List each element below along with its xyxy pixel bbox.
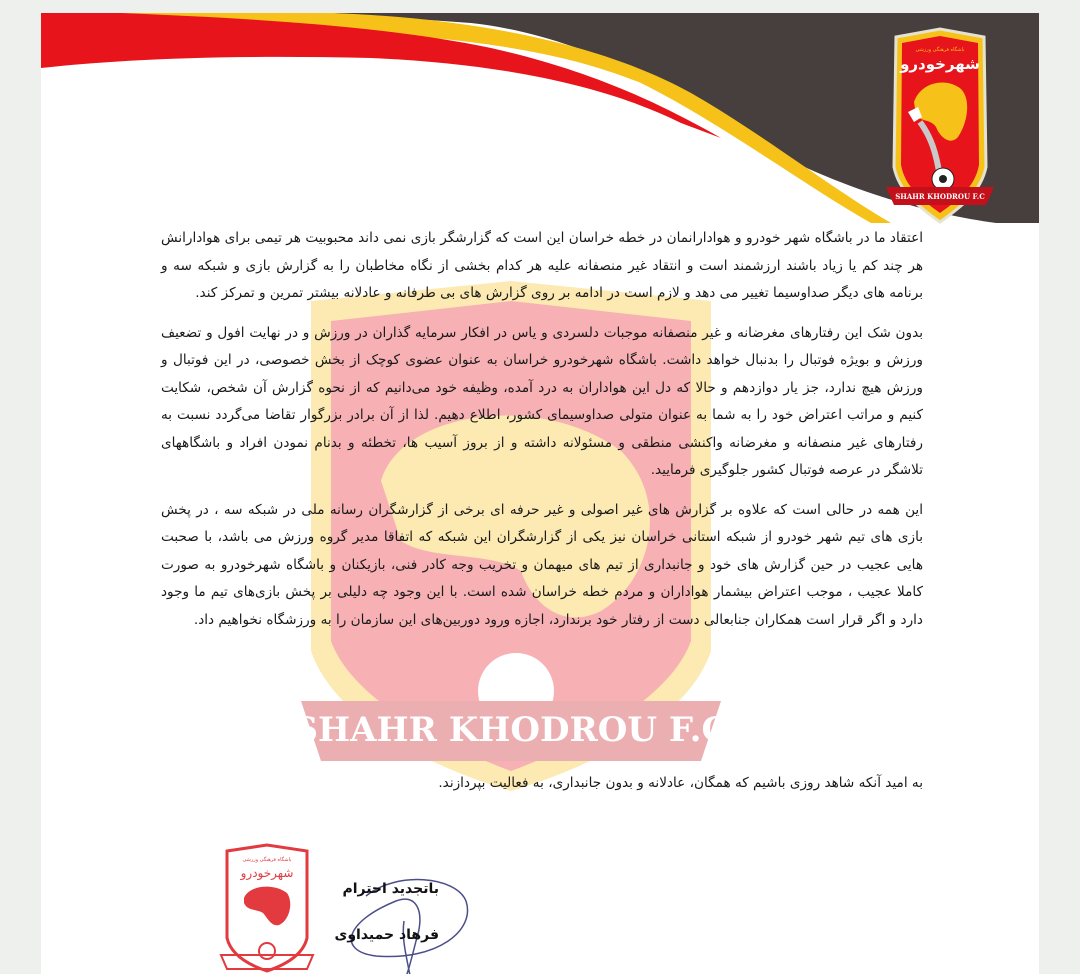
salutation: باتجدید احترام	[342, 881, 439, 897]
svg-text:شهرخودرو: شهرخودرو	[240, 866, 294, 880]
signatory-name: فرهاد حمیداوی	[334, 927, 439, 943]
paragraph-2: بدون شک این رفتارهای مغرضانه و غیر منصفانه موجبات دلسردی و یاس در افکار سرمایه گذاران در ورزش و در نهایت افول و تضعیف ورزش و بویژه فوتبال را بدنبال خواهد داشت. باشگاه شهرخودرو خراسان به عنوان عضوی کوچک از بخش خصوصی، در این فوتبال و ورزش هیچ ندارد، جز یار دوازدهم و حالا که دل این هواداران به درد آمده، وظیفه خود می‌دانیم که از نحوه گزارش آن شخص، شکایت کنیم و مراتب اعتراض خود را به شما به عنوان متولی صداوسیمای کشور، اطلاع دهیم. لذا از آن برادر بزرگوار تقاضا می‌گردد نسبت به رفتارهای غیر منصفانه و مغرضانه واکنشی منطقی و مسئولانه داشته و از بروز آسیب ها، تخطئه و بدنام نمودن افراد و باشگاههای تلاشگر در عرصه فوتبال کشور جلوگیری فرمایید.	[161, 324, 923, 478]
closing-line: به امید آنکه شاهد روزی باشیم که همگان، عادلانه و بدون جانبداری، به فعالیت بپردازند.	[438, 775, 923, 791]
svg-text:شهرخودرو: شهرخودرو	[900, 55, 980, 73]
paragraph-1: اعتقاد ما در باشگاه شهر خودرو و هوادارانمان در خطه خراسان این است که گزارشگر بازی نمی داند محبوبیت هر تیمی برای هوادارانش هر چند کم یا زیاد باشند ارزشمند است و انتقاد غیر منصفانه علیه هر کدام بخشی از نگاه مخاطبان را به گزارش بازی و شبکه سه و برنامه های دیگر صداوسیما تغییر می دهد و لازم است در ادامه بر روی گزارش های بی طرفانه و عادلانه بیشتر تمرین و تمرکز کند.	[161, 230, 923, 301]
letter-page	[41, 13, 1039, 974]
club-stamp	[219, 843, 315, 974]
signature-block	[309, 879, 439, 971]
svg-text:باشگاه فرهنگی ورزشی: باشگاه فرهنگی ورزشی	[242, 857, 292, 863]
paragraph-3: این همه در حالی است که علاوه بر گزارش های غیر اصولی و غیر حرفه ای برخی از گزارشگران رسانه ملی در شبکه سه ، در پخش بازی های تیم شهر خودرو از شبکه استانی خراسان نیز یکی از گزارشگران این شبکه که اتفاقا مدیر گروه ورزش می باشد، با صحبت هایی عجیب در حین گزارش های خود و جانبداری از تیم های میهمان و تخریب وجه کادر فنی، بازیکنان و باشگاه شهرخودرو به صورت کاملا عجیب ، موجب اعتراض بیشمار هواداران و مردم خطه خراسان شده است. با این وجود چه دلیلی بر پخش بازی‌های تیم ما وجود دارد و اگر قرار است همکاران جنابعالی دست از رفتار خود برندارد، اجازه ورود دوربین‌های این سازمان را به ورزشگاه نخواهیم داد.	[161, 501, 923, 628]
svg-text:SHAHR KHODROU F.C: SHAHR KHODROU F.C	[895, 192, 985, 201]
letter-body	[161, 225, 923, 646]
svg-text:باشگاه فرهنگی ورزشی: باشگاه فرهنگی ورزشی	[915, 47, 965, 53]
club-crest-logo	[886, 27, 994, 227]
svg-text:SHAHR KHODROU F.C: SHAHR KHODROU F.C	[293, 710, 729, 750]
